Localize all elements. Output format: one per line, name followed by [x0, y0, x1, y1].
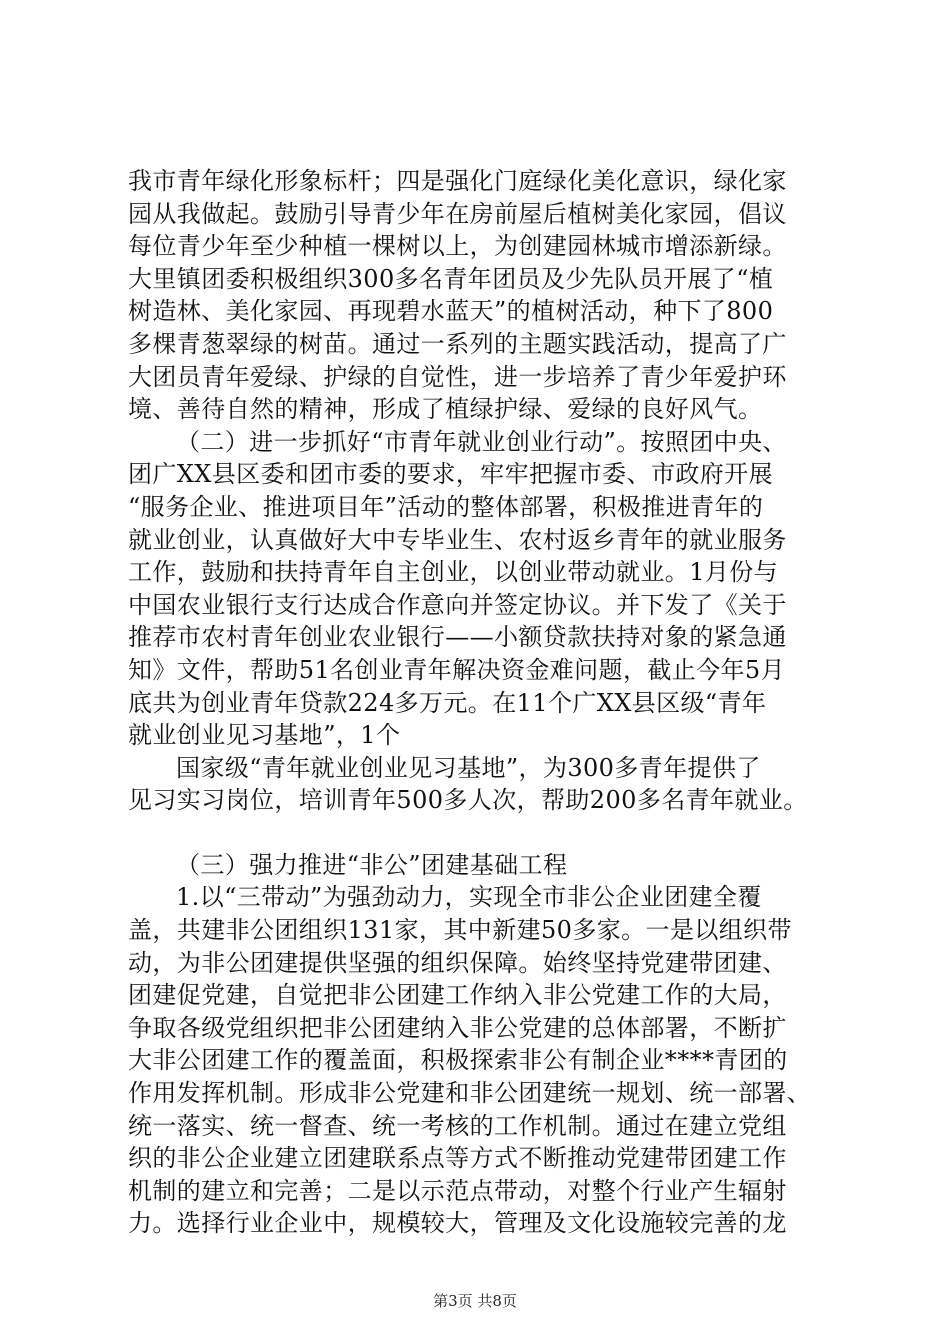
text-line: 盖，共建非公团组织131家，其中新建50多家。一是以组织带 — [128, 916, 792, 945]
text-line: 我市青年绿化形象标杆；四是强化门庭绿化美化意识，绿化家 — [128, 167, 787, 195]
text-line: 园从我做起。鼓励引导青少年在房前屋后植树美化家园，倡议 — [128, 199, 787, 228]
text-line: 国家级“青年就业创业见习基地”，为300多青年提供了 — [176, 753, 761, 782]
text-line: 境、善待自然的精神，形成了植绿护绿、爱绿的良好风气。 — [128, 395, 763, 424]
paragraph-gap — [128, 817, 838, 849]
text-line: 每位青少年至少种植一棵树以上，为创建园林城市增添新绿。 — [128, 232, 787, 261]
text-line: 作用发挥机制。形成非公党建和非公团建统一规划、统一部署、 — [128, 1079, 812, 1108]
text-line: 动，为非公团建提供坚强的组织保障。始终坚持党建带团建、 — [128, 948, 787, 977]
text-line: 力。选择行业企业中，规模较大，管理及文化设施较完善的龙 — [128, 1209, 787, 1238]
body-text — [128, 165, 838, 1240]
text-line: 知》文件，帮助51名创业青年解决资金难问题，截止今年5月 — [128, 655, 786, 684]
text-line: 大团员青年爱绿、护绿的自觉性，进一步培养了青少年爱护环 — [128, 362, 787, 391]
text-line: 1.以“三带动”为强劲动力，实现全市非公企业团建全覆 — [176, 883, 762, 912]
text-line: 争取各级党组织把非公团建纳入非公党建的总体部署，不断扩 — [128, 1013, 787, 1042]
text-line: 团建促党建，自觉把非公团建工作纳入非公党建工作的大局， — [128, 981, 787, 1010]
text-line: 工作，鼓励和扶持青年自主创业，以创业带动就业。1月份与 — [128, 558, 779, 587]
text-line: 见习实习岗位，培训青年500多人次，帮助200多名青年就业。 — [128, 786, 808, 815]
text-line: 多棵青葱翠绿的树苗。通过一系列的主题实践活动，提高了广 — [128, 329, 787, 358]
text-line: “服务企业、推进项目年”活动的整体部署，积极推进青年的 — [128, 492, 764, 521]
text-line: 大非公团建工作的覆盖面，积极探索非公有制企业****青团的 — [128, 1046, 788, 1075]
text-line: 树造林、美化家园、再现碧水蓝天”的植树活动，种下了800 — [128, 297, 774, 326]
text-line: 底共为创业青年贷款224多万元。在11个广XX县区级“青年 — [128, 688, 767, 717]
text-line: 推荐市农村青年创业农业银行——小额贷款扶持对象的紧急通 — [128, 623, 787, 652]
section-heading-3: （三）强力推进“非公”团建基础工程 — [176, 850, 568, 879]
text-line: 织的非公企业建立团建联系点等方式不断推动党建带团建工作 — [128, 1144, 787, 1173]
text-line: 机制的建立和完善；二是以示范点带动，对整个行业产生辐射 — [128, 1176, 787, 1205]
text-line: 就业创业，认真做好大中专毕业生、农村返乡青年的就业服务 — [128, 525, 787, 554]
text-line: 统一落实、统一督查、统一考核的工作机制。通过在建立党组 — [128, 1111, 787, 1140]
text-line: 团广XX县区委和团市委的要求，牢牢把握市委、市政府开展 — [128, 460, 773, 489]
page-number: 第3页 共8页 — [433, 1292, 517, 1310]
text-line: 中国农业银行支行达成合作意向并签定协议。并下发了《关于 — [128, 590, 787, 619]
section-heading-2: （二）进一步抓好“市青年就业创业行动”。按照团中央、 — [176, 427, 787, 456]
text-line: 就业创业见习基地”，1个 — [128, 721, 401, 750]
text-line: 大里镇团委积极组织300多名青年团员及少先队员开展了“植 — [128, 264, 774, 293]
